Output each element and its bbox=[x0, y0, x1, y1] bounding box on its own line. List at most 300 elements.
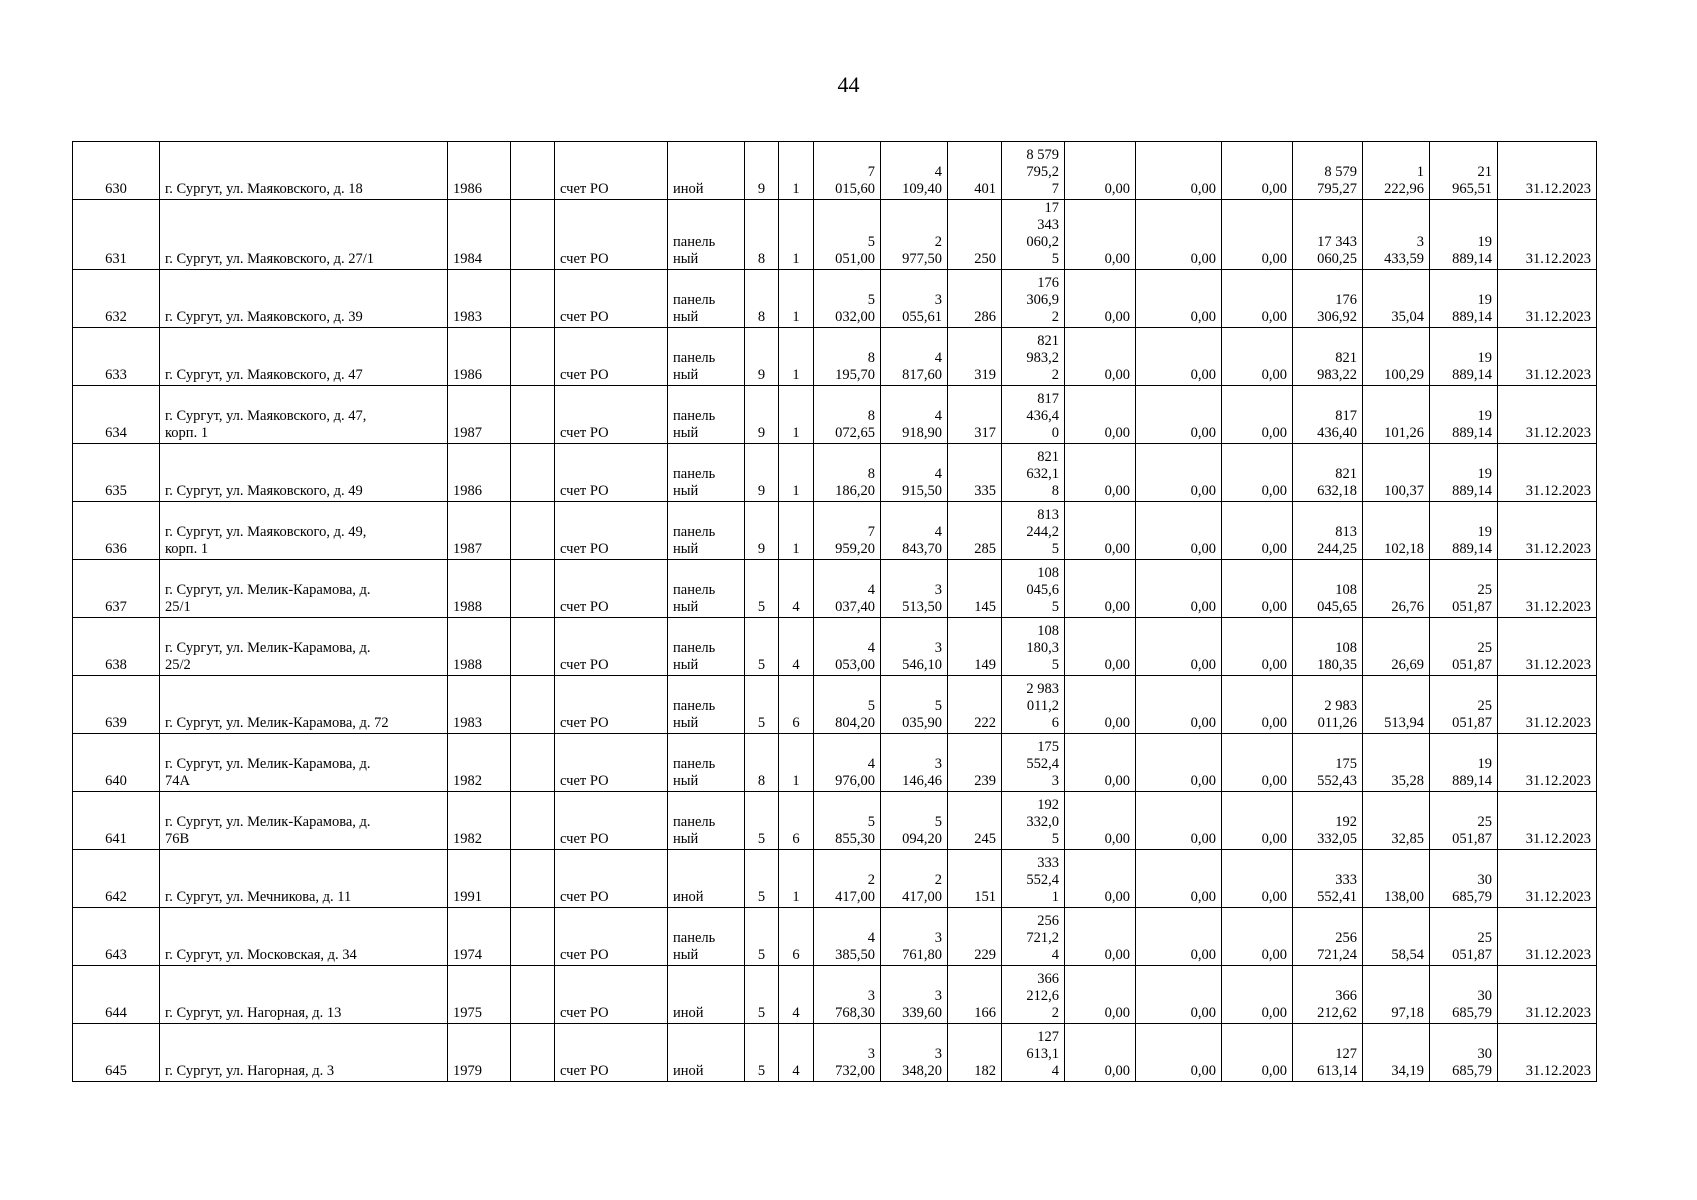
fund-cost-cell: 0,00 bbox=[1065, 444, 1136, 502]
wall-material-cell: панель ный bbox=[668, 270, 745, 328]
owners-cost-cell: 17 343 060,25 bbox=[1293, 200, 1363, 270]
total-area-cell: 7 015,60 bbox=[814, 142, 881, 200]
deadline-cell: 31.12.2023 bbox=[1498, 560, 1597, 618]
budget-cost-cell: 0,00 bbox=[1136, 618, 1222, 676]
fund-method-cell: счет РО bbox=[555, 560, 668, 618]
entrances-cell: 4 bbox=[779, 966, 814, 1024]
floors-cell: 8 bbox=[745, 270, 779, 328]
fund-cost-cell: 0,00 bbox=[1065, 1024, 1136, 1082]
local-budget-cost-cell: 0,00 bbox=[1222, 142, 1293, 200]
floors-cell: 9 bbox=[745, 444, 779, 502]
budget-cost-cell: 0,00 bbox=[1136, 676, 1222, 734]
living-area-cell: 3 055,61 bbox=[881, 270, 948, 328]
empty-cell bbox=[511, 908, 555, 966]
deadline-cell: 31.12.2023 bbox=[1498, 502, 1597, 560]
unit-cost-cell: 35,28 bbox=[1363, 734, 1430, 792]
empty-cell bbox=[511, 850, 555, 908]
floors-cell: 5 bbox=[745, 1024, 779, 1082]
total-area-cell: 7 959,20 bbox=[814, 502, 881, 560]
total-cost-cell: 366 212,6 2 bbox=[1002, 966, 1065, 1024]
budget-cost-cell: 0,00 bbox=[1136, 966, 1222, 1024]
living-area-cell: 2 977,50 bbox=[881, 200, 948, 270]
table-row bbox=[73, 386, 1597, 444]
total-cost-cell: 175 552,4 3 bbox=[1002, 734, 1065, 792]
owners-cost-cell: 817 436,40 bbox=[1293, 386, 1363, 444]
wall-material-cell: иной bbox=[668, 966, 745, 1024]
address-cell: г. Сургут, ул. Мелик-Карамова, д. 76В bbox=[160, 792, 448, 850]
total-area-cell: 5 855,30 bbox=[814, 792, 881, 850]
table-row bbox=[73, 270, 1597, 328]
unit-cost-cell: 101,26 bbox=[1363, 386, 1430, 444]
owners-cost-cell: 333 552,41 bbox=[1293, 850, 1363, 908]
deadline-cell: 31.12.2023 bbox=[1498, 618, 1597, 676]
row-number-cell: 634 bbox=[73, 386, 160, 444]
max-unit-cost-cell: 30 685,79 bbox=[1430, 1024, 1498, 1082]
local-budget-cost-cell: 0,00 bbox=[1222, 444, 1293, 502]
residents-cell: 166 bbox=[948, 966, 1002, 1024]
owners-cost-cell: 813 244,25 bbox=[1293, 502, 1363, 560]
empty-cell bbox=[511, 734, 555, 792]
table-row bbox=[73, 142, 1597, 200]
fund-cost-cell: 0,00 bbox=[1065, 966, 1136, 1024]
total-cost-cell: 192 332,0 5 bbox=[1002, 792, 1065, 850]
build-year-cell: 1986 bbox=[448, 142, 511, 200]
deadline-cell: 31.12.2023 bbox=[1498, 386, 1597, 444]
table-row bbox=[73, 328, 1597, 386]
living-area-cell: 4 915,50 bbox=[881, 444, 948, 502]
total-cost-cell: 817 436,4 0 bbox=[1002, 386, 1065, 444]
unit-cost-cell: 102,18 bbox=[1363, 502, 1430, 560]
housing-registry-table bbox=[72, 141, 1597, 1082]
local-budget-cost-cell: 0,00 bbox=[1222, 850, 1293, 908]
total-area-cell: 4 037,40 bbox=[814, 560, 881, 618]
row-number-cell: 632 bbox=[73, 270, 160, 328]
floors-cell: 9 bbox=[745, 328, 779, 386]
entrances-cell: 1 bbox=[779, 200, 814, 270]
max-unit-cost-cell: 19 889,14 bbox=[1430, 386, 1498, 444]
total-area-cell: 5 051,00 bbox=[814, 200, 881, 270]
total-cost-cell: 176 306,9 2 bbox=[1002, 270, 1065, 328]
empty-cell bbox=[511, 142, 555, 200]
entrances-cell: 6 bbox=[779, 676, 814, 734]
deadline-cell: 31.12.2023 bbox=[1498, 850, 1597, 908]
wall-material-cell: панель ный bbox=[668, 734, 745, 792]
unit-cost-cell: 26,69 bbox=[1363, 618, 1430, 676]
empty-cell bbox=[511, 966, 555, 1024]
residents-cell: 250 bbox=[948, 200, 1002, 270]
residents-cell: 229 bbox=[948, 908, 1002, 966]
residents-cell: 151 bbox=[948, 850, 1002, 908]
row-number-cell: 635 bbox=[73, 444, 160, 502]
living-area-cell: 4 918,90 bbox=[881, 386, 948, 444]
local-budget-cost-cell: 0,00 bbox=[1222, 560, 1293, 618]
residents-cell: 182 bbox=[948, 1024, 1002, 1082]
address-cell: г. Сургут, ул. Московская, д. 34 bbox=[160, 908, 448, 966]
row-number-cell: 643 bbox=[73, 908, 160, 966]
local-budget-cost-cell: 0,00 bbox=[1222, 618, 1293, 676]
entrances-cell: 1 bbox=[779, 328, 814, 386]
owners-cost-cell: 192 332,05 bbox=[1293, 792, 1363, 850]
row-number-cell: 638 bbox=[73, 618, 160, 676]
unit-cost-cell: 97,18 bbox=[1363, 966, 1430, 1024]
living-area-cell: 3 761,80 bbox=[881, 908, 948, 966]
fund-cost-cell: 0,00 bbox=[1065, 502, 1136, 560]
max-unit-cost-cell: 19 889,14 bbox=[1430, 502, 1498, 560]
table-row bbox=[73, 618, 1597, 676]
total-cost-cell: 821 983,2 2 bbox=[1002, 328, 1065, 386]
fund-method-cell: счет РО bbox=[555, 792, 668, 850]
owners-cost-cell: 108 045,65 bbox=[1293, 560, 1363, 618]
fund-method-cell: счет РО bbox=[555, 850, 668, 908]
fund-cost-cell: 0,00 bbox=[1065, 270, 1136, 328]
fund-method-cell: счет РО bbox=[555, 908, 668, 966]
budget-cost-cell: 0,00 bbox=[1136, 908, 1222, 966]
unit-cost-cell: 513,94 bbox=[1363, 676, 1430, 734]
total-cost-cell: 821 632,1 8 bbox=[1002, 444, 1065, 502]
residents-cell: 286 bbox=[948, 270, 1002, 328]
build-year-cell: 1987 bbox=[448, 502, 511, 560]
local-budget-cost-cell: 0,00 bbox=[1222, 676, 1293, 734]
total-area-cell: 8 186,20 bbox=[814, 444, 881, 502]
living-area-cell: 3 546,10 bbox=[881, 618, 948, 676]
table-row bbox=[73, 444, 1597, 502]
budget-cost-cell: 0,00 bbox=[1136, 502, 1222, 560]
fund-method-cell: счет РО bbox=[555, 270, 668, 328]
address-cell: г. Сургут, ул. Маяковского, д. 47 bbox=[160, 328, 448, 386]
fund-method-cell: счет РО bbox=[555, 676, 668, 734]
fund-method-cell: счет РО bbox=[555, 200, 668, 270]
wall-material-cell: панель ный bbox=[668, 792, 745, 850]
total-cost-cell: 2 983 011,2 6 bbox=[1002, 676, 1065, 734]
budget-cost-cell: 0,00 bbox=[1136, 792, 1222, 850]
build-year-cell: 1982 bbox=[448, 734, 511, 792]
entrances-cell: 1 bbox=[779, 502, 814, 560]
deadline-cell: 31.12.2023 bbox=[1498, 792, 1597, 850]
fund-cost-cell: 0,00 bbox=[1065, 200, 1136, 270]
owners-cost-cell: 175 552,43 bbox=[1293, 734, 1363, 792]
build-year-cell: 1991 bbox=[448, 850, 511, 908]
residents-cell: 317 bbox=[948, 386, 1002, 444]
build-year-cell: 1988 bbox=[448, 618, 511, 676]
residents-cell: 149 bbox=[948, 618, 1002, 676]
fund-cost-cell: 0,00 bbox=[1065, 328, 1136, 386]
total-area-cell: 4 976,00 bbox=[814, 734, 881, 792]
residents-cell: 319 bbox=[948, 328, 1002, 386]
local-budget-cost-cell: 0,00 bbox=[1222, 502, 1293, 560]
residents-cell: 285 bbox=[948, 502, 1002, 560]
entrances-cell: 4 bbox=[779, 1024, 814, 1082]
living-area-cell: 4 843,70 bbox=[881, 502, 948, 560]
owners-cost-cell: 821 983,22 bbox=[1293, 328, 1363, 386]
living-area-cell: 3 348,20 bbox=[881, 1024, 948, 1082]
max-unit-cost-cell: 25 051,87 bbox=[1430, 908, 1498, 966]
local-budget-cost-cell: 0,00 bbox=[1222, 328, 1293, 386]
table-row bbox=[73, 676, 1597, 734]
empty-cell bbox=[511, 386, 555, 444]
living-area-cell: 4 817,60 bbox=[881, 328, 948, 386]
wall-material-cell: панель ный bbox=[668, 560, 745, 618]
wall-material-cell: панель ный bbox=[668, 908, 745, 966]
row-number-cell: 639 bbox=[73, 676, 160, 734]
entrances-cell: 4 bbox=[779, 560, 814, 618]
owners-cost-cell: 127 613,14 bbox=[1293, 1024, 1363, 1082]
address-cell: г. Сургут, ул. Маяковского, д. 39 bbox=[160, 270, 448, 328]
fund-cost-cell: 0,00 bbox=[1065, 850, 1136, 908]
total-area-cell: 4 053,00 bbox=[814, 618, 881, 676]
unit-cost-cell: 100,37 bbox=[1363, 444, 1430, 502]
total-area-cell: 8 072,65 bbox=[814, 386, 881, 444]
table-row bbox=[73, 502, 1597, 560]
total-cost-cell: 108 180,3 5 bbox=[1002, 618, 1065, 676]
max-unit-cost-cell: 25 051,87 bbox=[1430, 676, 1498, 734]
local-budget-cost-cell: 0,00 bbox=[1222, 270, 1293, 328]
total-area-cell: 5 032,00 bbox=[814, 270, 881, 328]
empty-cell bbox=[511, 200, 555, 270]
max-unit-cost-cell: 30 685,79 bbox=[1430, 966, 1498, 1024]
total-area-cell: 5 804,20 bbox=[814, 676, 881, 734]
owners-cost-cell: 108 180,35 bbox=[1293, 618, 1363, 676]
local-budget-cost-cell: 0,00 bbox=[1222, 792, 1293, 850]
address-cell: г. Сургут, ул. Маяковского, д. 49 bbox=[160, 444, 448, 502]
table-body bbox=[73, 142, 1597, 1082]
floors-cell: 5 bbox=[745, 966, 779, 1024]
empty-cell bbox=[511, 270, 555, 328]
floors-cell: 8 bbox=[745, 734, 779, 792]
entrances-cell: 1 bbox=[779, 734, 814, 792]
max-unit-cost-cell: 19 889,14 bbox=[1430, 270, 1498, 328]
living-area-cell: 5 094,20 bbox=[881, 792, 948, 850]
residents-cell: 239 bbox=[948, 734, 1002, 792]
fund-cost-cell: 0,00 bbox=[1065, 792, 1136, 850]
living-area-cell: 3 146,46 bbox=[881, 734, 948, 792]
address-cell: г. Сургут, ул. Маяковского, д. 49, корп. 1 bbox=[160, 502, 448, 560]
empty-cell bbox=[511, 1024, 555, 1082]
fund-cost-cell: 0,00 bbox=[1065, 560, 1136, 618]
unit-cost-cell: 138,00 bbox=[1363, 850, 1430, 908]
address-cell: г. Сургут, ул. Мелик-Карамова, д. 25/1 bbox=[160, 560, 448, 618]
total-cost-cell: 813 244,2 5 bbox=[1002, 502, 1065, 560]
unit-cost-cell: 58,54 bbox=[1363, 908, 1430, 966]
living-area-cell: 3 513,50 bbox=[881, 560, 948, 618]
table-row bbox=[73, 966, 1597, 1024]
total-cost-cell: 108 045,6 5 bbox=[1002, 560, 1065, 618]
address-cell: г. Сургут, ул. Нагорная, д. 3 bbox=[160, 1024, 448, 1082]
deadline-cell: 31.12.2023 bbox=[1498, 676, 1597, 734]
row-number-cell: 642 bbox=[73, 850, 160, 908]
empty-cell bbox=[511, 560, 555, 618]
max-unit-cost-cell: 19 889,14 bbox=[1430, 734, 1498, 792]
fund-method-cell: счет РО bbox=[555, 328, 668, 386]
local-budget-cost-cell: 0,00 bbox=[1222, 734, 1293, 792]
unit-cost-cell: 32,85 bbox=[1363, 792, 1430, 850]
total-cost-cell: 127 613,1 4 bbox=[1002, 1024, 1065, 1082]
deadline-cell: 31.12.2023 bbox=[1498, 444, 1597, 502]
row-number-cell: 636 bbox=[73, 502, 160, 560]
local-budget-cost-cell: 0,00 bbox=[1222, 966, 1293, 1024]
budget-cost-cell: 0,00 bbox=[1136, 734, 1222, 792]
total-cost-cell: 333 552,4 1 bbox=[1002, 850, 1065, 908]
floors-cell: 5 bbox=[745, 560, 779, 618]
row-number-cell: 644 bbox=[73, 966, 160, 1024]
budget-cost-cell: 0,00 bbox=[1136, 270, 1222, 328]
page-number: 44 bbox=[837, 72, 860, 97]
build-year-cell: 1974 bbox=[448, 908, 511, 966]
fund-cost-cell: 0,00 bbox=[1065, 676, 1136, 734]
residents-cell: 335 bbox=[948, 444, 1002, 502]
build-year-cell: 1975 bbox=[448, 966, 511, 1024]
deadline-cell: 31.12.2023 bbox=[1498, 328, 1597, 386]
unit-cost-cell: 26,76 bbox=[1363, 560, 1430, 618]
fund-method-cell: счет РО bbox=[555, 502, 668, 560]
wall-material-cell: панель ный bbox=[668, 328, 745, 386]
row-number-cell: 637 bbox=[73, 560, 160, 618]
budget-cost-cell: 0,00 bbox=[1136, 328, 1222, 386]
floors-cell: 9 bbox=[745, 386, 779, 444]
build-year-cell: 1983 bbox=[448, 270, 511, 328]
build-year-cell: 1986 bbox=[448, 444, 511, 502]
fund-cost-cell: 0,00 bbox=[1065, 142, 1136, 200]
budget-cost-cell: 0,00 bbox=[1136, 850, 1222, 908]
floors-cell: 5 bbox=[745, 618, 779, 676]
empty-cell bbox=[511, 502, 555, 560]
table-row bbox=[73, 200, 1597, 270]
deadline-cell: 31.12.2023 bbox=[1498, 734, 1597, 792]
build-year-cell: 1984 bbox=[448, 200, 511, 270]
wall-material-cell: панель ный bbox=[668, 444, 745, 502]
entrances-cell: 1 bbox=[779, 386, 814, 444]
build-year-cell: 1983 bbox=[448, 676, 511, 734]
row-number-cell: 640 bbox=[73, 734, 160, 792]
max-unit-cost-cell: 19 889,14 bbox=[1430, 444, 1498, 502]
fund-method-cell: счет РО bbox=[555, 142, 668, 200]
budget-cost-cell: 0,00 bbox=[1136, 386, 1222, 444]
empty-cell bbox=[511, 444, 555, 502]
residents-cell: 401 bbox=[948, 142, 1002, 200]
floors-cell: 5 bbox=[745, 850, 779, 908]
living-area-cell: 3 339,60 bbox=[881, 966, 948, 1024]
fund-method-cell: счет РО bbox=[555, 966, 668, 1024]
wall-material-cell: панель ный bbox=[668, 618, 745, 676]
total-area-cell: 3 732,00 bbox=[814, 1024, 881, 1082]
total-area-cell: 4 385,50 bbox=[814, 908, 881, 966]
fund-method-cell: счет РО bbox=[555, 386, 668, 444]
floors-cell: 5 bbox=[745, 676, 779, 734]
budget-cost-cell: 0,00 bbox=[1136, 200, 1222, 270]
fund-method-cell: счет РО bbox=[555, 1024, 668, 1082]
deadline-cell: 31.12.2023 bbox=[1498, 270, 1597, 328]
unit-cost-cell: 100,29 bbox=[1363, 328, 1430, 386]
table-row bbox=[73, 850, 1597, 908]
table-row bbox=[73, 908, 1597, 966]
deadline-cell: 31.12.2023 bbox=[1498, 908, 1597, 966]
max-unit-cost-cell: 30 685,79 bbox=[1430, 850, 1498, 908]
floors-cell: 5 bbox=[745, 792, 779, 850]
entrances-cell: 6 bbox=[779, 908, 814, 966]
address-cell: г. Сургут, ул. Мечникова, д. 11 bbox=[160, 850, 448, 908]
total-area-cell: 2 417,00 bbox=[814, 850, 881, 908]
owners-cost-cell: 2 983 011,26 bbox=[1293, 676, 1363, 734]
owners-cost-cell: 821 632,18 bbox=[1293, 444, 1363, 502]
living-area-cell: 2 417,00 bbox=[881, 850, 948, 908]
entrances-cell: 4 bbox=[779, 618, 814, 676]
deadline-cell: 31.12.2023 bbox=[1498, 200, 1597, 270]
fund-method-cell: счет РО bbox=[555, 618, 668, 676]
table-row bbox=[73, 734, 1597, 792]
table-row bbox=[73, 1024, 1597, 1082]
fund-cost-cell: 0,00 bbox=[1065, 618, 1136, 676]
wall-material-cell: иной bbox=[668, 142, 745, 200]
empty-cell bbox=[511, 328, 555, 386]
empty-cell bbox=[511, 618, 555, 676]
row-number-cell: 631 bbox=[73, 200, 160, 270]
total-cost-cell: 17 343 060,2 5 bbox=[1002, 200, 1065, 270]
wall-material-cell: иной bbox=[668, 1024, 745, 1082]
total-area-cell: 8 195,70 bbox=[814, 328, 881, 386]
local-budget-cost-cell: 0,00 bbox=[1222, 386, 1293, 444]
address-cell: г. Сургут, ул. Мелик-Карамова, д. 74А bbox=[160, 734, 448, 792]
owners-cost-cell: 366 212,62 bbox=[1293, 966, 1363, 1024]
floors-cell: 8 bbox=[745, 200, 779, 270]
empty-cell bbox=[511, 676, 555, 734]
entrances-cell: 6 bbox=[779, 792, 814, 850]
floors-cell: 5 bbox=[745, 908, 779, 966]
residents-cell: 145 bbox=[948, 560, 1002, 618]
total-cost-cell: 256 721,2 4 bbox=[1002, 908, 1065, 966]
table-row bbox=[73, 792, 1597, 850]
local-budget-cost-cell: 0,00 bbox=[1222, 1024, 1293, 1082]
address-cell: г. Сургут, ул. Нагорная, д. 13 bbox=[160, 966, 448, 1024]
fund-method-cell: счет РО bbox=[555, 444, 668, 502]
budget-cost-cell: 0,00 bbox=[1136, 1024, 1222, 1082]
unit-cost-cell: 1 222,96 bbox=[1363, 142, 1430, 200]
empty-cell bbox=[511, 792, 555, 850]
local-budget-cost-cell: 0,00 bbox=[1222, 200, 1293, 270]
wall-material-cell: иной bbox=[668, 850, 745, 908]
unit-cost-cell: 35,04 bbox=[1363, 270, 1430, 328]
fund-cost-cell: 0,00 bbox=[1065, 386, 1136, 444]
residents-cell: 245 bbox=[948, 792, 1002, 850]
wall-material-cell: панель ный bbox=[668, 676, 745, 734]
fund-method-cell: счет РО bbox=[555, 734, 668, 792]
entrances-cell: 1 bbox=[779, 444, 814, 502]
table-row bbox=[73, 560, 1597, 618]
max-unit-cost-cell: 25 051,87 bbox=[1430, 560, 1498, 618]
wall-material-cell: панель ный bbox=[668, 200, 745, 270]
address-cell: г. Сургут, ул. Маяковского, д. 27/1 bbox=[160, 200, 448, 270]
local-budget-cost-cell: 0,00 bbox=[1222, 908, 1293, 966]
max-unit-cost-cell: 19 889,14 bbox=[1430, 200, 1498, 270]
wall-material-cell: панель ный bbox=[668, 386, 745, 444]
deadline-cell: 31.12.2023 bbox=[1498, 1024, 1597, 1082]
fund-cost-cell: 0,00 bbox=[1065, 908, 1136, 966]
max-unit-cost-cell: 25 051,87 bbox=[1430, 792, 1498, 850]
deadline-cell: 31.12.2023 bbox=[1498, 966, 1597, 1024]
owners-cost-cell: 8 579 795,27 bbox=[1293, 142, 1363, 200]
unit-cost-cell: 3 433,59 bbox=[1363, 200, 1430, 270]
living-area-cell: 4 109,40 bbox=[881, 142, 948, 200]
build-year-cell: 1986 bbox=[448, 328, 511, 386]
build-year-cell: 1987 bbox=[448, 386, 511, 444]
address-cell: г. Сургут, ул. Мелик-Карамова, д. 25/2 bbox=[160, 618, 448, 676]
residents-cell: 222 bbox=[948, 676, 1002, 734]
budget-cost-cell: 0,00 bbox=[1136, 444, 1222, 502]
build-year-cell: 1982 bbox=[448, 792, 511, 850]
build-year-cell: 1988 bbox=[448, 560, 511, 618]
entrances-cell: 1 bbox=[779, 142, 814, 200]
unit-cost-cell: 34,19 bbox=[1363, 1024, 1430, 1082]
floors-cell: 9 bbox=[745, 142, 779, 200]
address-cell: г. Сургут, ул. Маяковского, д. 18 bbox=[160, 142, 448, 200]
